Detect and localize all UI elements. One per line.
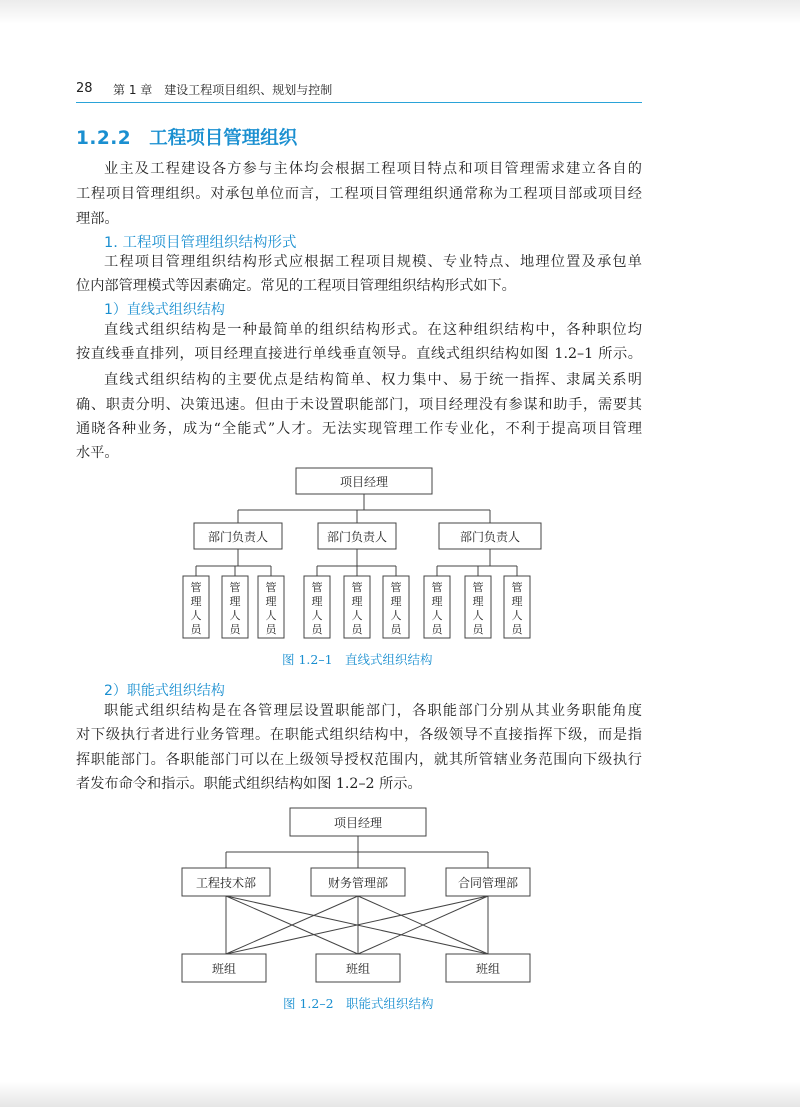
staff-label-char: 人	[311, 609, 323, 622]
page-number: 28	[76, 81, 93, 96]
staff-label-char: 人	[511, 609, 523, 622]
section-heading	[76, 124, 297, 150]
staff-label-char: 人	[265, 609, 277, 622]
staff-label-char: 理	[351, 595, 363, 608]
paragraph-line: 直线式组织结构的主要优点是结构简单、权力集中、易于统一指挥、隶属关系明	[104, 372, 642, 388]
dept-label-2: 部门负责人	[326, 530, 388, 544]
staff-label-char: 理	[229, 595, 241, 608]
subheading-1: 1. 工程项目管理组织结构形式	[104, 235, 297, 251]
dept-label-2: 财务管理部	[327, 876, 389, 890]
figure-functional-organization	[170, 800, 550, 990]
scan-top-shadow	[0, 0, 800, 24]
staff-label-char: 理	[265, 595, 277, 608]
staff-label-char: 员	[390, 623, 402, 636]
team-label-1: 班组	[211, 962, 237, 976]
subheading-1-1: 1）直线式组织结构	[104, 302, 225, 318]
staff-label-char: 理	[311, 595, 323, 608]
paragraph-line: 对下级执行者进行业务管理。在职能式组织结构中，各级领导不直接指挥下级，而是指	[76, 727, 642, 743]
running-header	[76, 78, 642, 103]
top-label: 项目经理	[339, 475, 389, 489]
dept-label-1: 工程技术部	[195, 876, 257, 890]
staff-label-char: 管	[472, 581, 484, 594]
staff-label-char: 管	[431, 581, 443, 594]
staff-label-char: 员	[229, 623, 241, 636]
staff-label-char: 员	[472, 623, 484, 636]
staff-label-char: 人	[390, 609, 402, 622]
staff-label-char: 员	[431, 623, 443, 636]
staff-label-char: 管	[311, 581, 323, 594]
staff-label-char: 管	[229, 581, 241, 594]
staff-label-char: 人	[190, 609, 202, 622]
figure-2-caption: 图 1.2–2 职能式组织结构	[283, 996, 434, 1011]
paragraph-line: 按直线垂直排列，项目经理直接进行单线垂直领导。直线式组织结构如图 1.2–1 所示。	[76, 346, 642, 362]
paragraph-line: 者发布命令和指示。职能式组织结构如图 1.2–2 所示。	[76, 776, 422, 792]
paragraph-line: 通晓各种业务，成为“全能式”人才。无法实现管理工作专业化，不利于提高项目管理	[76, 421, 642, 437]
staff-label-char: 理	[472, 595, 484, 608]
team-label-2: 班组	[345, 962, 371, 976]
staff-label-char: 人	[229, 609, 241, 622]
paragraph-line: 职能式组织结构是在各管理层设置职能部门，各职能部门分别从其业务职能角度	[104, 703, 642, 719]
paragraph-line: 直线式组织结构是一种最简单的组织结构形式。在这种组织结构中，各种职位均	[104, 322, 642, 338]
figure-1-caption: 图 1.2–1 直线式组织结构	[282, 652, 433, 667]
staff-label-char: 管	[265, 581, 277, 594]
staff-label-char: 理	[190, 595, 202, 608]
scan-bottom-shadow	[0, 1082, 800, 1107]
team-label-3: 班组	[475, 962, 501, 976]
staff-label-char: 人	[351, 609, 363, 622]
staff-label-char: 员	[190, 623, 202, 636]
dept-label-1: 部门负责人	[207, 530, 269, 544]
subheading-1-2: 2）职能式组织结构	[104, 683, 225, 699]
paragraph-line: 理部。	[76, 211, 119, 227]
staff-label-char: 人	[431, 609, 443, 622]
paragraph-line: 水平。	[76, 445, 119, 461]
paragraph-line: 工程项目管理组织。对承包单位而言，工程项目管理组织通常称为工程项目部或项目经	[76, 186, 642, 202]
staff-label-char: 员	[311, 623, 323, 636]
figure-line-organization	[170, 460, 550, 645]
staff-label-char: 员	[511, 623, 523, 636]
paragraph-line: 业主及工程建设各方参与主体均会根据工程项目特点和项目管理需求建立各自的	[104, 161, 642, 177]
staff-label-char: 管	[351, 581, 363, 594]
staff-label-char: 理	[390, 595, 402, 608]
staff-label-char: 员	[351, 623, 363, 636]
staff-label-char: 管	[511, 581, 523, 594]
dept-label-3: 部门负责人	[459, 530, 521, 544]
staff-label-char: 管	[190, 581, 202, 594]
section-title: 工程项目管理组织	[149, 128, 298, 149]
staff-labels	[191, 580, 524, 636]
staff-label-char: 管	[390, 581, 402, 594]
top-label: 项目经理	[333, 816, 383, 830]
dept-label-3: 合同管理部	[457, 876, 519, 890]
paragraph-line: 确、职责分明、决策迅速。但由于未设置职能部门，项目经理没有参谋和助手，需要其	[76, 397, 642, 413]
chapter-title: 第 1 章 建设工程项目组织、规划与控制	[113, 83, 333, 97]
staff-label-char: 理	[431, 595, 443, 608]
paragraph-line: 位内部管理模式等因素确定。常见的工程项目管理组织结构形式如下。	[76, 278, 516, 294]
staff-label-char: 员	[265, 623, 277, 636]
staff-label-char: 理	[511, 595, 523, 608]
staff-label-char: 人	[472, 609, 484, 622]
paragraph-line: 挥职能部门。各职能部门可以在上级领导授权范围内，就其所管辖业务范围向下级执行	[76, 752, 642, 768]
section-number: 1.2.2	[76, 128, 132, 149]
paragraph-line: 工程项目管理组织结构形式应根据工程项目规模、专业特点、地理位置及承包单	[104, 254, 642, 270]
